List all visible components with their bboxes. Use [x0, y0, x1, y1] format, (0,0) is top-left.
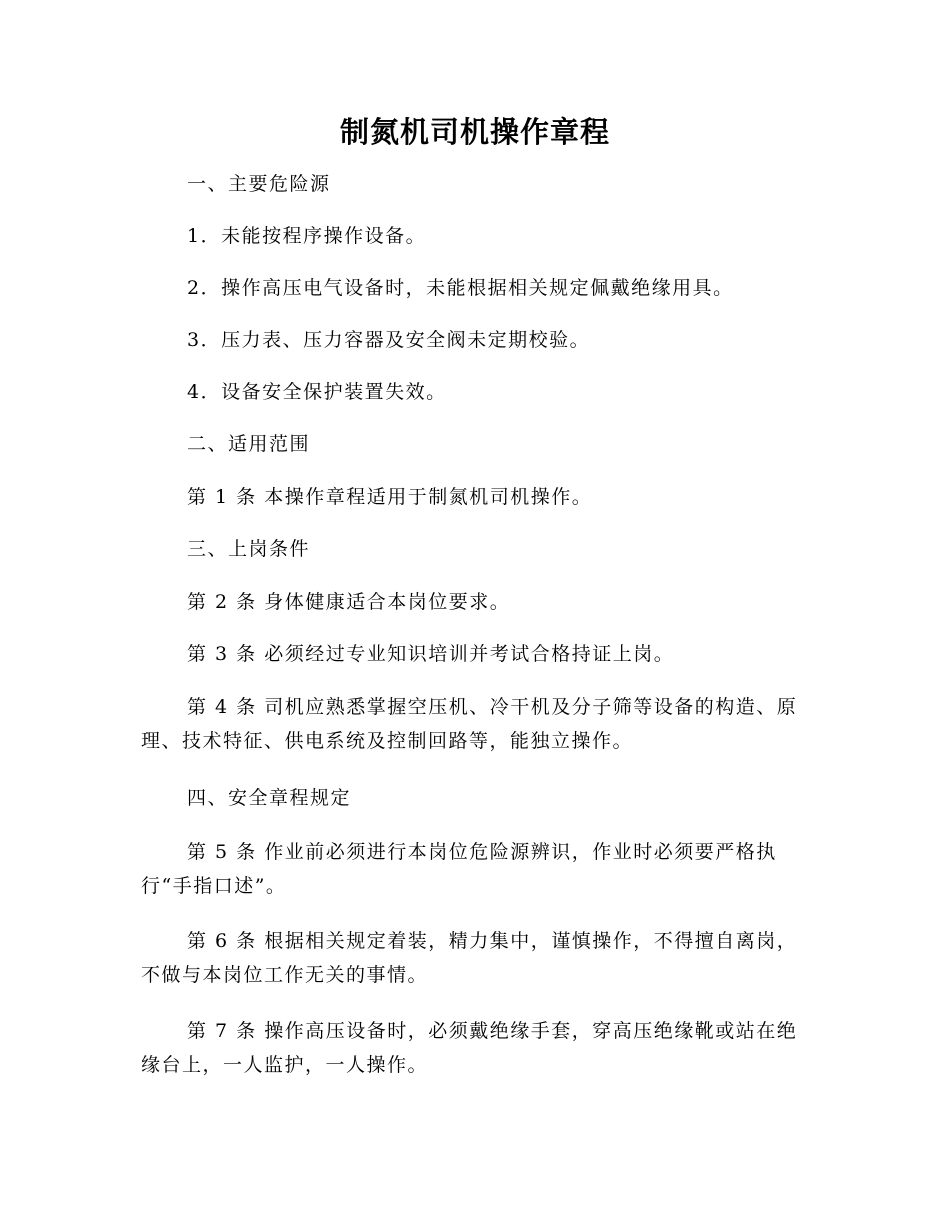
section-heading: 一、主要危险源	[187, 173, 331, 195]
section-heading: 四、安全章程规定	[187, 787, 352, 809]
section-heading: 三、上岗条件	[187, 538, 311, 560]
paragraph: 1．未能按程序操作设备。	[187, 225, 427, 247]
paragraph: 第 1 条 本操作章程适用于制氮机司机操作。	[187, 486, 593, 508]
paragraph: 第 6 条 根据相关规定着装，精力集中，谨慎操作，不得擅自离岗，不做与本岗位工作无关的事情。	[141, 930, 798, 986]
paragraph: 2．操作高压电气设备时，未能根据相关规定佩戴绝缘用具。	[187, 277, 734, 299]
section-heading: 二、适用范围	[187, 433, 311, 455]
paragraph: 3．压力表、压力容器及安全阀未定期校验。	[187, 329, 591, 351]
paragraph: 第 5 条 作业前必须进行本岗位危险源辨识，作业时必须要严格执行“手指口述”。	[141, 841, 777, 897]
paragraph: 第 3 条 必须经过专业知识培训并考试合格持证上岗。	[187, 643, 675, 665]
document-title: 制氮机司机操作章程	[339, 115, 610, 149]
paragraph: 第 4 条 司机应熟悉掌握空压机、冷干机及分子筛等设备的构造、原理、技术特征、供电系统及控制回路等，能独立操作。	[141, 696, 798, 752]
paragraph: 4．设备安全保护装置失效。	[187, 381, 447, 403]
paragraph: 第 2 条 身体健康适合本岗位要求。	[187, 591, 511, 613]
paragraph: 第 7 条 操作高压设备时，必须戴绝缘手套，穿高压绝缘靴或站在绝缘台上，一人监护，一人操作。	[141, 1020, 798, 1076]
